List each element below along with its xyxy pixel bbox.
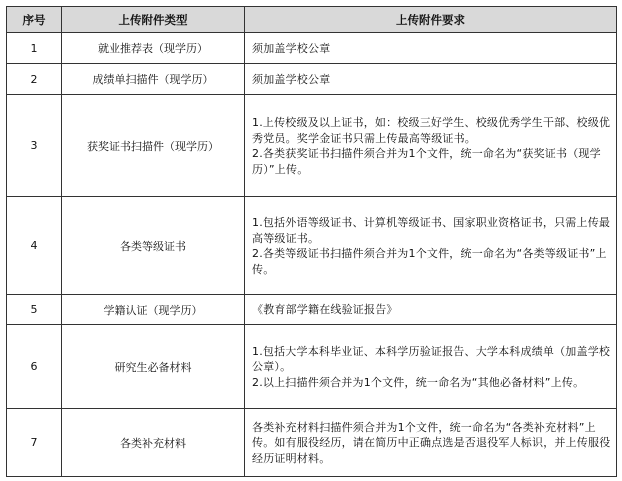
attachment-type: 获奖证书扫描件（现学历） xyxy=(62,95,245,197)
row-number: 3 xyxy=(7,95,62,197)
requirement-text: 须加盖学校公章 xyxy=(252,41,331,55)
requirement-text: 各类补充材料扫描件须合并为1个文件，统一命名为“各类补充材料”上传。如有服役经历，请在简历中正确点选是否退役军人标识，并上传服役经历证明材料。 xyxy=(252,420,611,465)
header-attachment-requirement: 上传附件要求 xyxy=(245,7,617,33)
attachment-type: 学籍认证（现学历） xyxy=(62,295,245,325)
requirement-text: 《教育部学籍在线验证报告》 xyxy=(252,303,398,317)
requirement-text: 1.包括大学本科毕业证、本科学历验证报告、大学本科成绩单（加盖学校公章）。 xyxy=(252,344,611,374)
requirement-text: 1.包括外语等级证书、计算机等级证书、国家职业资格证书，只需上传最高等级证书。 xyxy=(252,216,611,245)
header-attachment-type: 上传附件类型 xyxy=(62,7,245,33)
table-row xyxy=(7,409,617,477)
row-number: 7 xyxy=(7,409,62,477)
table-row xyxy=(7,325,617,409)
table-row xyxy=(7,197,617,295)
attachment-type: 成绩单扫描件（现学历） xyxy=(62,64,245,95)
table-row xyxy=(7,295,617,325)
requirement-text: 1.上传校级及以上证书，如：校级三好学生、校级优秀学生干部、校级优秀党员。奖学金证书只需上传最高等级证书。 xyxy=(252,116,611,145)
attachment-type: 各类补充材料 xyxy=(62,409,245,477)
requirement-text: 2.各类等级证书扫描件须合并为1个文件，统一命名为“各类等级证书”上传。 xyxy=(252,247,607,276)
attachment-requirement xyxy=(245,95,617,197)
attachment-requirement xyxy=(245,33,617,64)
attachment-requirement xyxy=(245,409,617,477)
table-row xyxy=(7,33,617,64)
requirement-text: 须加盖学校公章 xyxy=(252,72,331,86)
attachment-requirement xyxy=(245,295,617,325)
row-number: 1 xyxy=(7,33,62,64)
row-number: 4 xyxy=(7,197,62,295)
attachment-type: 就业推荐表（现学历） xyxy=(62,33,245,64)
row-number: 6 xyxy=(7,325,62,409)
table-row xyxy=(7,64,617,95)
attachment-requirements-table xyxy=(6,6,617,477)
header-number: 序号 xyxy=(7,7,62,33)
attachment-type: 各类等级证书 xyxy=(62,197,245,295)
attachment-requirement xyxy=(245,325,617,409)
requirement-text: 2.各类获奖证书扫描件须合并为1个文件，统一命名为“获奖证书（现学历）”上传。 xyxy=(252,147,601,176)
attachment-requirement xyxy=(245,64,617,95)
requirement-text: 2.以上扫描件须合并为1个文件，统一命名为“其他必备材料”上传。 xyxy=(252,375,585,389)
row-number: 5 xyxy=(7,295,62,325)
row-number: 2 xyxy=(7,64,62,95)
attachment-requirement xyxy=(245,197,617,295)
table-header xyxy=(7,7,617,33)
attachment-type: 研究生必备材料 xyxy=(62,325,245,409)
table-row xyxy=(7,95,617,197)
